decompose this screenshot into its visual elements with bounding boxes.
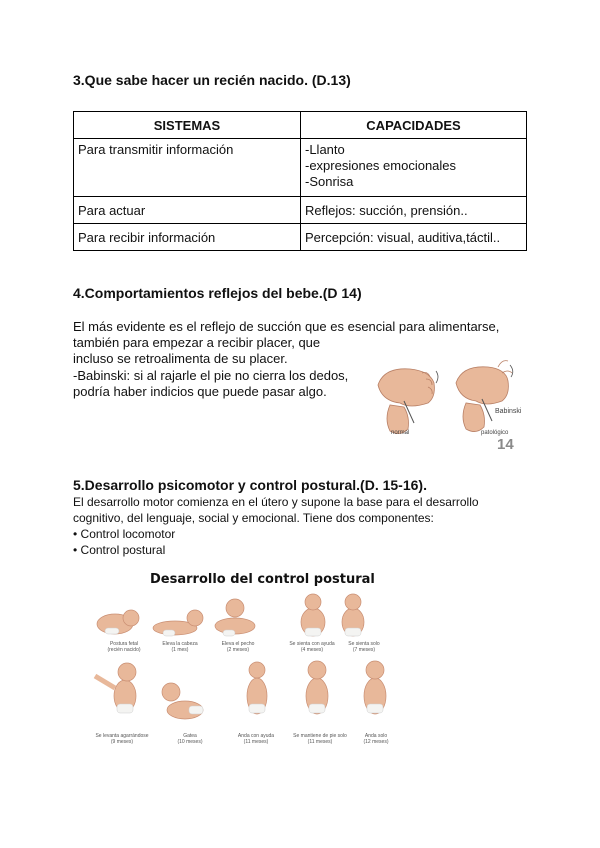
label-babinski: Babinski xyxy=(495,408,522,415)
paragraph-line: El más evidente es el reflejo de succión que es esencial para alimentarse, xyxy=(73,319,500,334)
capacity-line: -Sonrisa xyxy=(305,174,354,189)
bullet-dot-icon: • xyxy=(73,543,81,557)
section-5-heading: 5.Desarrollo psicomotor y control postural.(D. 15-16). xyxy=(73,477,427,493)
paragraph-line: -Babinski: si al rajarle el pie no cierra los dedos, xyxy=(73,368,349,383)
section-3-heading: 3.Que sabe hacer un recién nacido. (D.13) xyxy=(73,72,351,88)
stage-caption: Se levanta agarrándose (9 meses) xyxy=(95,733,149,745)
stage-caption: Eleva la cabeza (1 mes) xyxy=(162,641,198,653)
table-header-row xyxy=(74,112,527,139)
label-normal: normal xyxy=(391,430,410,436)
paragraph-line: cognitivo, del lenguaje, social y emocional. Tiene dos componentes: xyxy=(73,511,434,525)
bullet-dot-icon: • xyxy=(73,527,81,541)
paragraph-line: también para empezar a recibir placer, que xyxy=(73,335,321,350)
table-cell-capacities: Percepción: visual, auditiva,táctil.. xyxy=(301,224,527,251)
bullet-item xyxy=(73,542,165,558)
stage-caption: Eleva el pecho (2 meses) xyxy=(221,641,255,653)
stage-caption: Se sienta solo (7 meses) xyxy=(348,641,380,653)
paragraph-line: El desarrollo motor comienza en el útero y supone la base para el desarrollo xyxy=(73,495,479,509)
paragraph-line: podría haber indicios que puede pasar algo. xyxy=(73,384,327,399)
systems-table xyxy=(73,111,527,251)
label-patologico: patológico xyxy=(481,430,509,436)
table-row xyxy=(74,224,527,251)
stage-caption: Postura fetal (recién nacido) xyxy=(107,641,141,653)
capacity-line: -Llanto xyxy=(305,142,345,157)
header-sistemas: SISTEMAS xyxy=(74,112,301,139)
capacity-line: -expresiones emocionales xyxy=(305,158,457,173)
stage-caption: Se sienta con ayuda (4 meses) xyxy=(289,641,335,653)
stage-caption: Anda con ayuda (11 meses) xyxy=(237,733,275,745)
figure-page-number: 14 xyxy=(497,436,514,453)
table-cell-system: Para actuar xyxy=(74,197,301,224)
bullet-text: Control postural xyxy=(80,543,166,557)
table-cell-capacities xyxy=(301,139,527,197)
table-cell-system: Para transmitir información xyxy=(74,139,301,197)
stage-caption: Se mantiene de pie solo (11 meses) xyxy=(293,733,347,745)
postural-development-illustration xyxy=(85,592,405,742)
bullet-item xyxy=(73,526,175,542)
section-4-heading: 4.Comportamientos reflejos del bebe.(D 14) xyxy=(73,285,362,301)
table-cell-capacities: Reflejos: succión, prensión.. xyxy=(301,197,527,224)
table-row xyxy=(74,197,527,224)
bullet-text: Control locomotor xyxy=(80,527,176,541)
postural-figure-title: Desarrollo del control postural xyxy=(150,572,375,587)
table-cell-system: Para recibir información xyxy=(74,224,301,251)
header-capacidades: CAPACIDADES xyxy=(301,112,527,139)
paragraph-line: incluso se retroalimenta de su placer. xyxy=(73,351,288,366)
table-row xyxy=(74,139,527,197)
stage-caption: Anda solo (12 meses) xyxy=(363,733,389,745)
stage-caption: Gatea (10 meses) xyxy=(177,733,203,745)
